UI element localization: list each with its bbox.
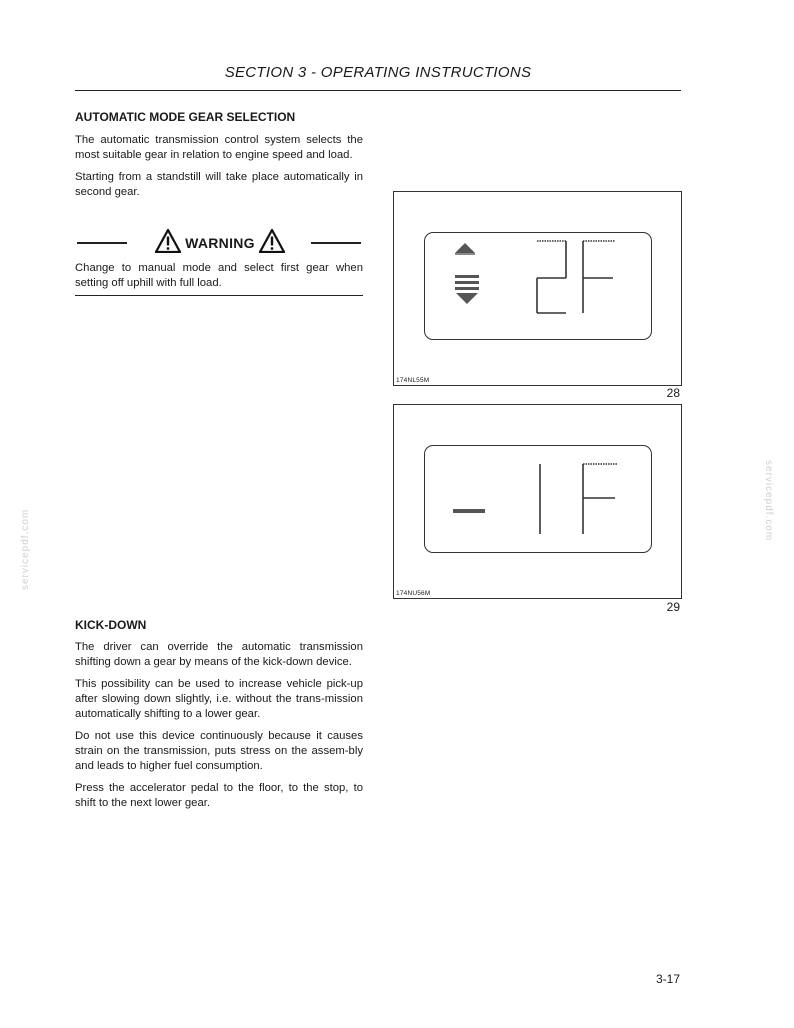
automatic-mode-body [75, 133, 363, 207]
downshift-bar-icon [453, 509, 485, 513]
figure-number: 28 [666, 386, 680, 400]
warning-triangle-icon [259, 229, 285, 258]
gear-display-1f [425, 446, 651, 552]
warning-label: WARNING [185, 235, 255, 251]
figure-28 [393, 191, 682, 386]
letter-f [583, 464, 617, 534]
warning-banner [75, 228, 363, 258]
page-number: 3-17 [655, 972, 680, 986]
divider [311, 242, 361, 244]
figure-code: 174NU56M [396, 590, 431, 597]
section-title: SECTION 3 - OPERATING INSTRUCTIONS [224, 64, 532, 81]
up-down-shift-arrows-icon [455, 243, 479, 304]
paragraph: The driver can override the automatic transmission shifting down a gear by means of the kick-down device. [75, 641, 363, 668]
lcd-display [424, 445, 652, 553]
watermark: servicepdf.com [20, 508, 31, 590]
paragraph: This possibility can be used to increase vehicle pick-up after slowing down slightly, i.e. without the trans-mission automatically shifting to a lower gear. [75, 678, 363, 720]
lcd-display [424, 232, 652, 340]
paragraph: Press the accelerator pedal to the floor, to the stop, to shift to the next lower gear. [75, 782, 363, 809]
paragraph: Do not use this device continuously because it causes strain on the transmission, puts stress on the assem-bly and leads to higher fuel consumption. [75, 730, 363, 772]
figure-29 [393, 404, 682, 599]
automatic-mode-heading: AUTOMATIC MODE GEAR SELECTION [75, 110, 296, 124]
watermark: servicepdf.com [763, 460, 774, 542]
kick-down-heading: KICK-DOWN [75, 618, 147, 632]
warning-triangle-icon [155, 229, 181, 258]
page-header [75, 62, 681, 91]
gear-display-2f [425, 233, 651, 339]
figure-number: 29 [666, 600, 680, 614]
paragraph: The automatic transmission control system selects the most suitable gear in relation to engine speed and load. [75, 134, 363, 161]
letter-f [583, 241, 615, 313]
warning-text: Change to manual mode and select first gear when setting off uphill with full load. [75, 261, 363, 296]
kick-down-body [75, 640, 363, 818]
paragraph: Starting from a standstill will take place automatically in second gear. [75, 171, 363, 198]
digit-2 [537, 241, 566, 313]
divider [77, 242, 127, 244]
figure-code: 174NL55M [396, 377, 430, 384]
